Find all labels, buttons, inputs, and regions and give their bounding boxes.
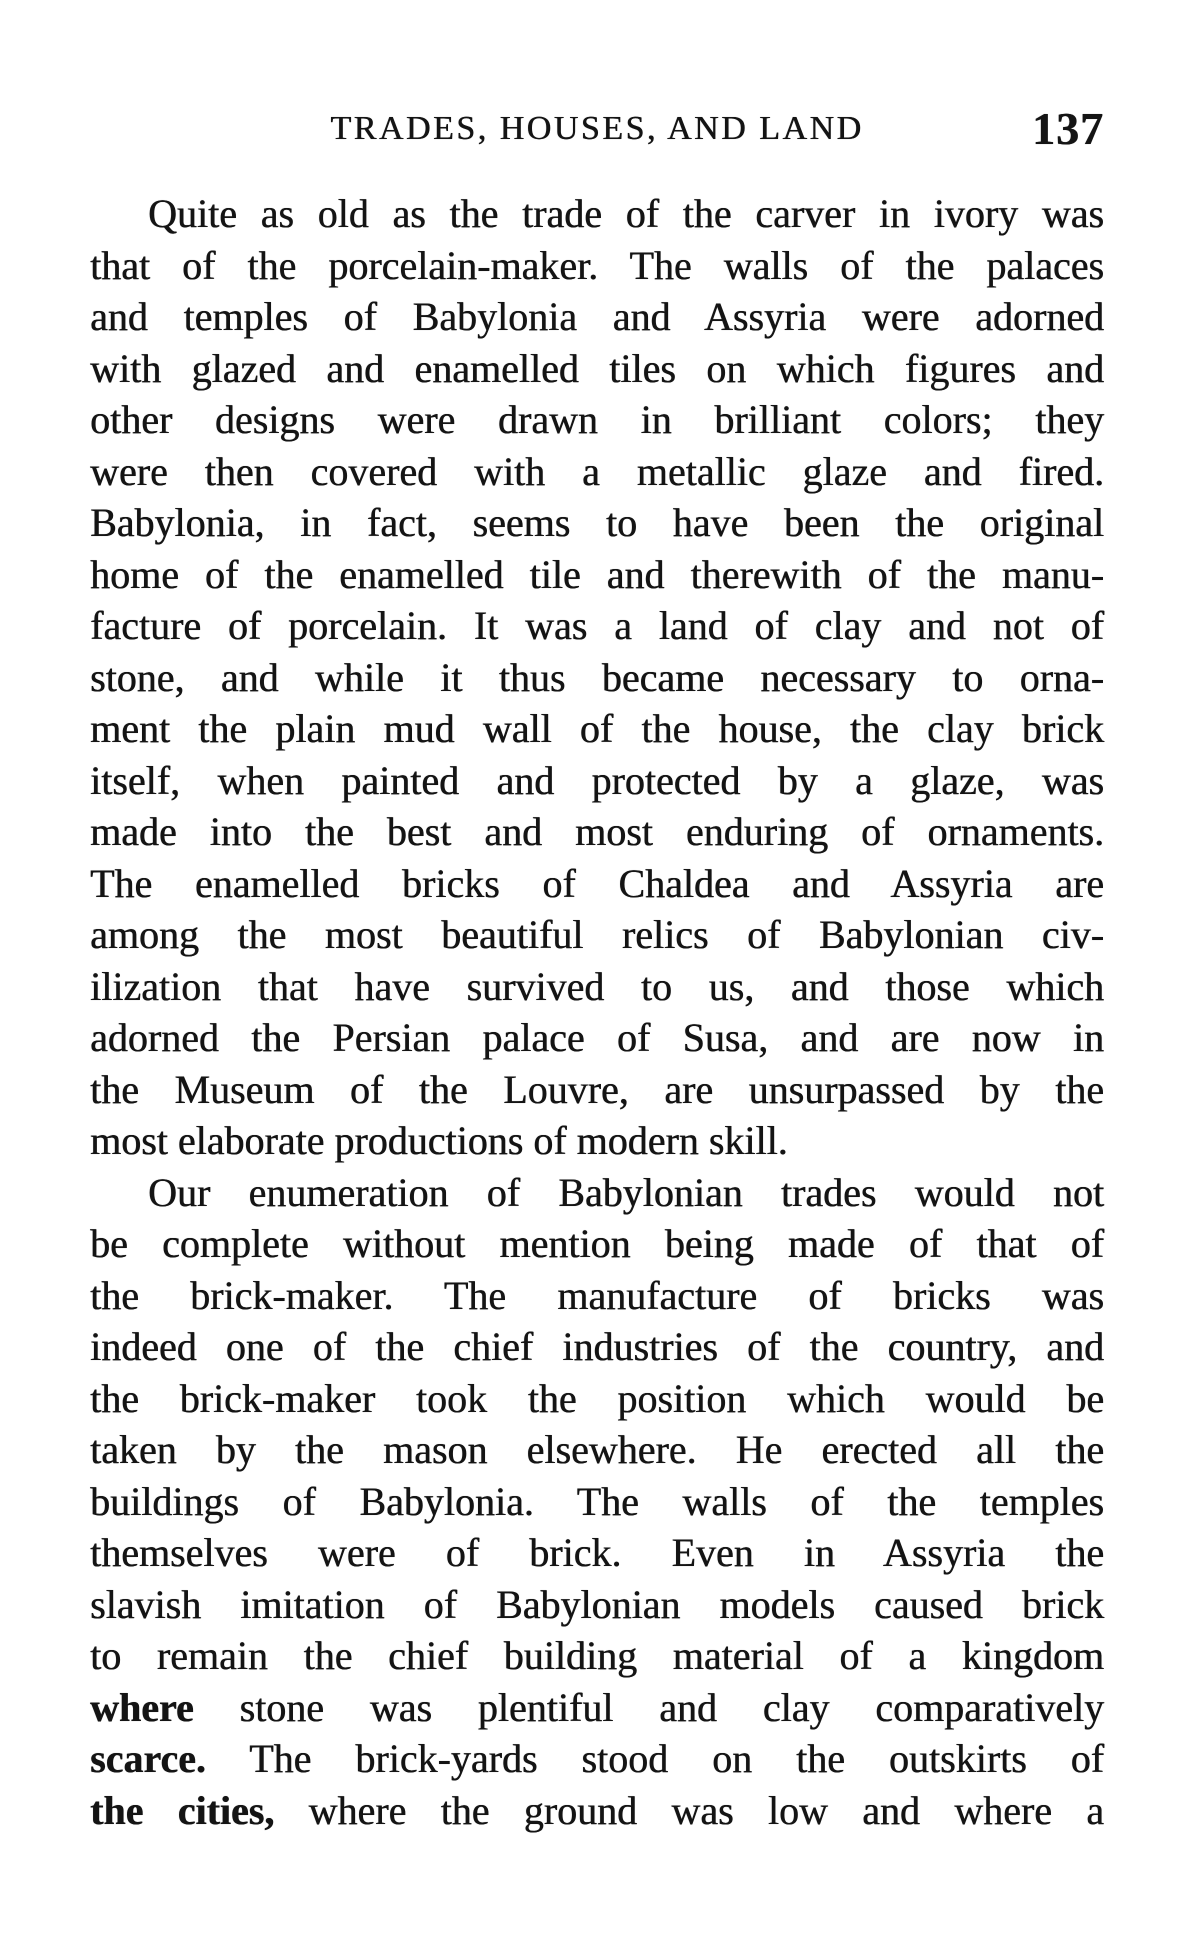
text-line: stone, and while it thus became necessary to orna- — [90, 654, 1104, 700]
text-line: the brick-maker took the position which would be — [90, 1375, 1104, 1421]
text-line: ment the plain mud wall of the house, the clay brick — [90, 706, 1104, 751]
text-line: made into the best and most enduring of ornaments. — [90, 809, 1104, 854]
text-line: facture of porcelain. It was a land of clay and not of — [90, 603, 1104, 648]
text-line: taken by the mason elsewhere. He erected all the — [90, 1427, 1104, 1472]
text-line: and temples of Babylonia and Assyria were adorned — [90, 294, 1104, 339]
text-line: adorned the Persian palace of Susa, and are now in — [90, 1015, 1104, 1060]
text-line: Our enumeration of Babylonian trades would not — [148, 1169, 1104, 1215]
text-line: were then covered with a metallic glaze and fired. — [90, 448, 1104, 494]
text-line: scarce. The brick-yards stood on the outskirts of — [90, 1736, 1104, 1781]
heavy-ink-text: the cities, — [90, 1787, 275, 1833]
text-line: that of the porcelain-maker. The walls of the palaces — [90, 242, 1104, 288]
text-line: to remain the chief building material of a kingdom — [90, 1633, 1104, 1678]
running-head-title: TRADES, HOUSES, AND LAND — [330, 110, 864, 147]
text-line: Babylonia, in fact, seems to have been the original — [90, 500, 1104, 545]
text-line: itself, when painted and protected by a glaze, was — [90, 757, 1104, 803]
text-line: other designs were drawn in brilliant colors; they — [90, 397, 1104, 442]
text-line: Quite as old as the trade of the carver in ivory was — [148, 191, 1104, 236]
text-line: slavish imitation of Babylonian models caused brick — [90, 1581, 1104, 1627]
text-line: where stone was plentiful and clay comparatively — [90, 1684, 1104, 1730]
text-line: home of the enamelled tile and therewith of the manu- — [90, 551, 1104, 597]
paragraph — [90, 188, 1104, 1167]
text-line: ilization that have survived to us, and those which — [90, 963, 1104, 1009]
page-header — [90, 103, 1104, 154]
text-line: with glazed and enamelled tiles on which figures and — [90, 345, 1104, 391]
text-line: most elaborate productions of modern skill. — [90, 1118, 788, 1163]
text-line: The enamelled bricks of Chaldea and Assyria are — [90, 860, 1104, 906]
heavy-ink-text: where — [90, 1684, 194, 1730]
page-text — [90, 188, 1104, 1836]
text-line: the cities, where the ground was low and where a — [90, 1787, 1104, 1833]
text-line: themselves were of brick. Even in Assyria the — [90, 1530, 1104, 1575]
text-line: the Museum of the Louvre, are unsurpassed by the — [90, 1066, 1104, 1112]
text-line: among the most beautiful relics of Babylonian civ- — [90, 912, 1104, 957]
paragraph — [90, 1167, 1104, 1837]
text-line: the brick-maker. The manufacture of bricks was — [90, 1272, 1104, 1318]
heavy-ink-text: scarce. — [90, 1736, 206, 1781]
text-line: buildings of Babylonia. The walls of the temples — [90, 1478, 1104, 1524]
text-line: indeed one of the chief industries of the country, and — [90, 1324, 1104, 1369]
page-number: 137 — [1032, 103, 1104, 154]
text-line: be complete without mention being made of that of — [90, 1221, 1104, 1266]
